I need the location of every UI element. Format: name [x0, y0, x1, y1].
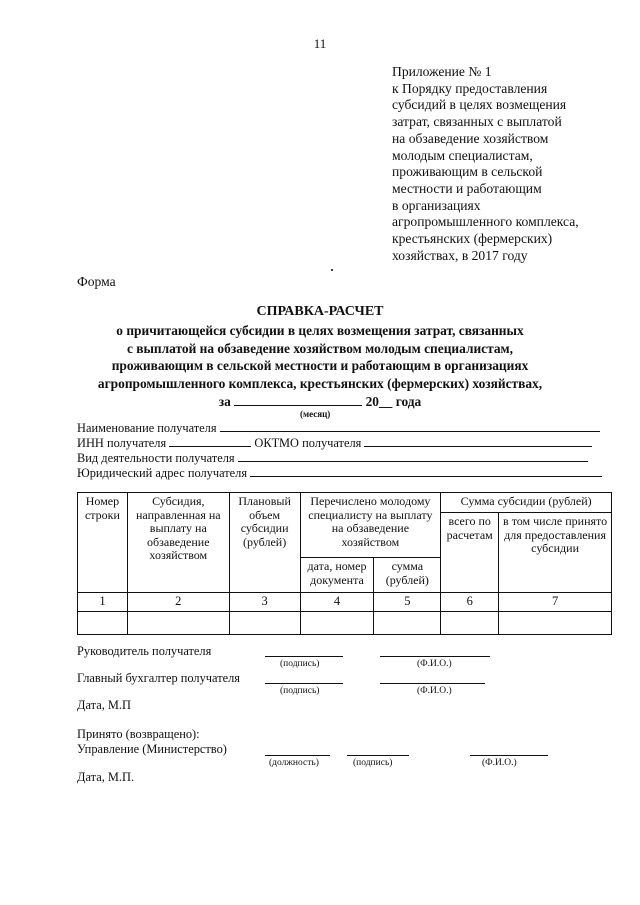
oktmo-line[interactable] — [364, 435, 592, 447]
header-total-calc: всего по расчетам — [441, 513, 499, 593]
inn-field[interactable] — [77, 435, 592, 451]
form-label: Форма — [77, 274, 116, 289]
inn-line[interactable] — [169, 435, 251, 447]
department-fio-line[interactable] — [470, 754, 548, 756]
table-cell[interactable] — [300, 612, 374, 635]
head-fio-line[interactable] — [380, 655, 490, 657]
period-prefix: за — [218, 394, 231, 409]
accepted-label: Принято (возвращено): — [77, 727, 200, 741]
appendix-line: затрат, связанных с выплатой — [392, 114, 562, 130]
head-signature-line[interactable] — [265, 655, 343, 657]
department-position-caption: (должность) — [269, 758, 319, 768]
recipient-name-label: Наименование получателя — [77, 421, 217, 435]
activity-label: Вид деятельности получателя — [77, 451, 235, 465]
recipient-name-field[interactable] — [77, 420, 600, 436]
appendix-line: крестьянских (фермерских) — [392, 231, 553, 247]
column-number: 7 — [499, 593, 612, 612]
header-accepted: в том числе принято для предоставления субсидии — [499, 513, 612, 593]
activity-line[interactable] — [238, 450, 588, 462]
period-suffix: года — [395, 394, 422, 409]
table-cell[interactable] — [127, 612, 229, 635]
period-year: 20__ — [365, 394, 393, 409]
department-position-line[interactable] — [265, 754, 330, 756]
column-number: 1 — [78, 593, 128, 612]
appendix-line: в организациях — [392, 197, 481, 213]
appendix-line: к Порядку предоставления — [392, 80, 548, 96]
address-label: Юридический адрес получателя — [77, 466, 248, 480]
appendix-line: местности и работающим — [392, 180, 542, 196]
column-number: 5 — [374, 593, 441, 612]
header-transferred-date: дата, номер документа — [300, 558, 374, 593]
accountant-signature-line[interactable] — [265, 682, 343, 684]
subtitle-line: с выплатой на обзаведение хозяйством молодым специалистам, — [126, 340, 514, 356]
head-label: Руководитель получателя — [77, 644, 212, 658]
subtitle-line: агропромышленного комплекса, крестьянских (фермерских) хозяйствах, — [97, 375, 543, 391]
calculation-table — [77, 492, 612, 635]
document-title: СПРАВКА-РАСЧЕТ — [256, 304, 384, 319]
activity-field[interactable] — [77, 450, 588, 466]
table-cell[interactable] — [499, 612, 612, 635]
subtitle-line: проживающим в сельской местности и работающим в организациях — [111, 358, 529, 374]
department-fio-caption: (Ф.И.О.) — [482, 758, 517, 768]
appendix-line: проживающим в сельской — [392, 164, 543, 180]
month-caption: (месяц) — [300, 409, 331, 419]
header-subsidy-directed: Субсидия, направленная на выплату на обзаведение хозяйством — [127, 493, 229, 593]
column-number: 2 — [127, 593, 229, 612]
appendix-line: молодым специалистам, — [392, 147, 533, 163]
column-number: 3 — [229, 593, 300, 612]
appendix-block — [392, 64, 579, 264]
header-planned-volume: Плановый объем субсидии (рублей) — [229, 493, 300, 593]
period-line — [0, 393, 640, 410]
column-number: 4 — [300, 593, 374, 612]
address-field[interactable] — [77, 465, 602, 481]
appendix-line: Приложение № 1 — [392, 64, 492, 79]
address-line[interactable] — [250, 465, 602, 477]
accountant-signature-caption: (подпись) — [280, 686, 320, 696]
document-subtitle — [0, 322, 640, 392]
header-subsidy-sum: Сумма субсидии (рублей) — [441, 493, 612, 513]
subtitle-line: о причитающейся субсидии в целях возмещения затрат, связанных — [116, 323, 524, 338]
table-cell[interactable] — [441, 612, 499, 635]
column-number: 6 — [441, 593, 499, 612]
appendix-line: агропромышленного комплекса, — [392, 214, 579, 230]
head-signature-caption: (подпись) — [280, 659, 320, 669]
department-label: Управление (Министерство) — [77, 742, 227, 756]
inn-label: ИНН получателя — [77, 436, 167, 450]
appendix-line: хозяйствах, в 2017 году — [392, 247, 528, 263]
page-number: 11 — [313, 36, 327, 51]
accountant-fio-caption: (Ф.И.О.) — [417, 686, 452, 696]
table-cell[interactable] — [78, 612, 128, 635]
header-transferred: Перечислено молодому специалисту на выплату на обзаведение хозяйством — [300, 493, 441, 558]
header-transferred-sum: сумма (рублей) — [374, 558, 441, 593]
head-fio-caption: (Ф.И.О.) — [417, 659, 452, 669]
header-row-number: Номер строки — [78, 493, 128, 593]
appendix-line: на обзаведение хозяйством — [392, 130, 549, 146]
table-cell[interactable] — [229, 612, 300, 635]
accountant-label: Главный бухгалтер получателя — [77, 671, 241, 685]
month-input-line[interactable] — [234, 393, 362, 406]
department-signature-line[interactable] — [347, 754, 409, 756]
recipient-name-line[interactable] — [220, 420, 600, 432]
appendix-line: субсидий в целях возмещения — [392, 97, 567, 113]
date-mp-1: Дата, М.П — [77, 698, 131, 712]
table-cell[interactable] — [374, 612, 441, 635]
accountant-fio-line[interactable] — [380, 682, 485, 684]
oktmo-label: ОКТМО получателя — [254, 436, 362, 450]
department-signature-caption: (подпись) — [353, 758, 393, 768]
date-mp-2: Дата, М.П. — [77, 770, 135, 784]
scan-artifact — [331, 269, 333, 271]
